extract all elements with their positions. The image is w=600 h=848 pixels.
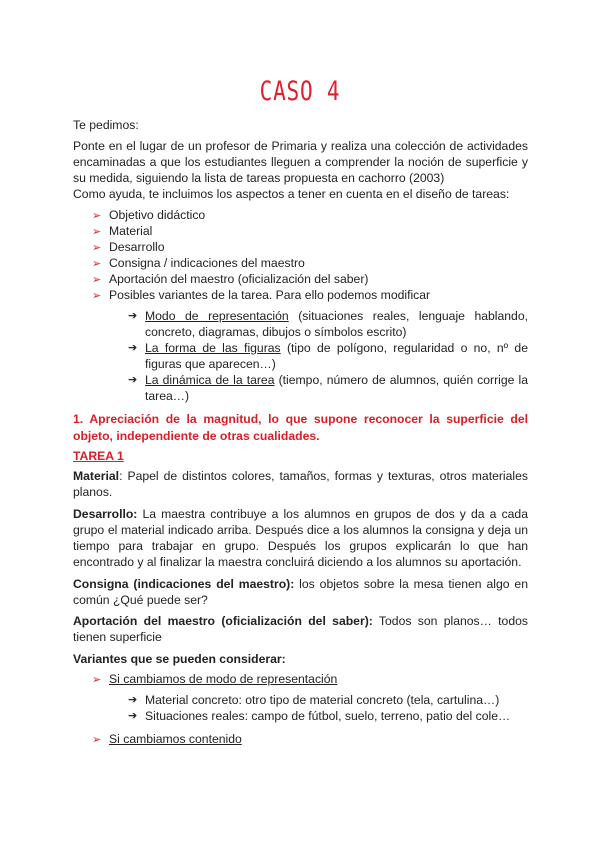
- variant-option: ➢ Si cambiamos contenido: [92, 732, 242, 746]
- bullet-arrow-icon: ➢: [92, 258, 102, 270]
- arrow-icon: ➔: [128, 374, 138, 386]
- intro-help: Como ayuda, te incluimos los aspectos a tener en cuenta en el diseño de tareas:: [73, 187, 510, 201]
- arrow-icon: ➔: [128, 710, 138, 722]
- aportacion-paragraph: Aportación del maestro (oficialización del saber): Todos son planos… todos tienen superficie: [73, 614, 528, 644]
- variant-label: Modo de representación: [145, 309, 289, 323]
- variant-subitem: ➔ Material concreto: otro tipo de material concreto (tela, cartulina…): [128, 693, 500, 707]
- arrow-icon: ➔: [128, 694, 138, 706]
- bullet-arrow-icon: ➢: [92, 226, 102, 238]
- bullet-arrow-icon: ➢: [92, 674, 102, 686]
- desarrollo-paragraph: Desarrollo: La maestra contribuye a los alumnos en grupos de dos y da a cada grupo el material indicado arriba. Después dice a los alumnos la consigna y deja un tiempo para trabajar en grupo. Después los grupos explicarán lo que han encontrado y al finalizar la maestra concluirá diciendo a los alumnos su aportación.: [73, 507, 528, 569]
- arrow-icon: ➔: [128, 342, 138, 354]
- consigna-paragraph: Consigna (indicaciones del maestro): los objetos sobre la mesa tienen algo en común ¿Qué puede ser?: [73, 577, 528, 607]
- intro-label: Te pedimos:: [73, 118, 139, 132]
- variant-subitem: ➔ Situaciones reales: campo de fútbol, suelo, terreno, patio del cole…: [128, 709, 511, 723]
- bullet-item: ➢ Posibles variantes de la tarea. Para ello podemos modificar: [92, 288, 431, 302]
- material-paragraph: Material: Papel de distintos colores, tamaños, formas y texturas, otros materiales planos.: [73, 469, 528, 499]
- bullet-arrow-icon: ➢: [92, 210, 102, 222]
- bullet-item: ➢ Objetivo didáctico: [92, 208, 206, 222]
- page-title: CASO 4: [259, 76, 341, 107]
- variant-option: ➢ Si cambiamos de modo de representación: [92, 672, 338, 686]
- arrow-icon: ➔: [128, 310, 138, 322]
- bullet-arrow-icon: ➢: [92, 274, 102, 286]
- bullet-arrow-icon: ➢: [92, 734, 102, 746]
- bullet-arrow-icon: ➢: [92, 290, 102, 302]
- task-heading: TAREA 1: [73, 449, 124, 463]
- variantes-heading: Variantes que se pueden considerar:: [73, 652, 286, 666]
- variant-item: ➔ La forma de las figuras (tipo de polígono, regularidad o no, nº de figuras que aparecen…): [128, 341, 528, 371]
- bullet-item: ➢ Consigna / indicaciones del maestro: [92, 256, 305, 270]
- section-heading: 1. Apreciación de la magnitud, lo que supone reconocer la superficie del objeto, independiente de otras cualidades.: [73, 412, 528, 443]
- variant-item: ➔ Modo de representación (situaciones reales, lenguaje hablando, concreto, diagramas, dibujos o símbolos escrito): [128, 309, 528, 339]
- intro-paragraph: Ponte en el lugar de un profesor de Primaria y realiza una colección de actividades encaminadas a que los estudiantes lleguen a comprender la noción de superficie y su medida, siguiendo la lista de tareas propuesta en cachorro (2003): [73, 139, 528, 185]
- bullet-item: ➢ Aportación del maestro (oficialización del saber): [92, 272, 369, 286]
- variant-label: La dinámica de la tarea: [145, 373, 275, 387]
- variant-label: La forma de las figuras: [145, 341, 281, 355]
- bullet-arrow-icon: ➢: [92, 242, 102, 254]
- variant-item: ➔ La dinámica de la tarea (tiempo, número de alumnos, quién corrige la tarea…): [128, 373, 528, 403]
- bullet-item: ➢ Desarrollo: [92, 240, 165, 254]
- bullet-item: ➢ Material: [92, 224, 153, 238]
